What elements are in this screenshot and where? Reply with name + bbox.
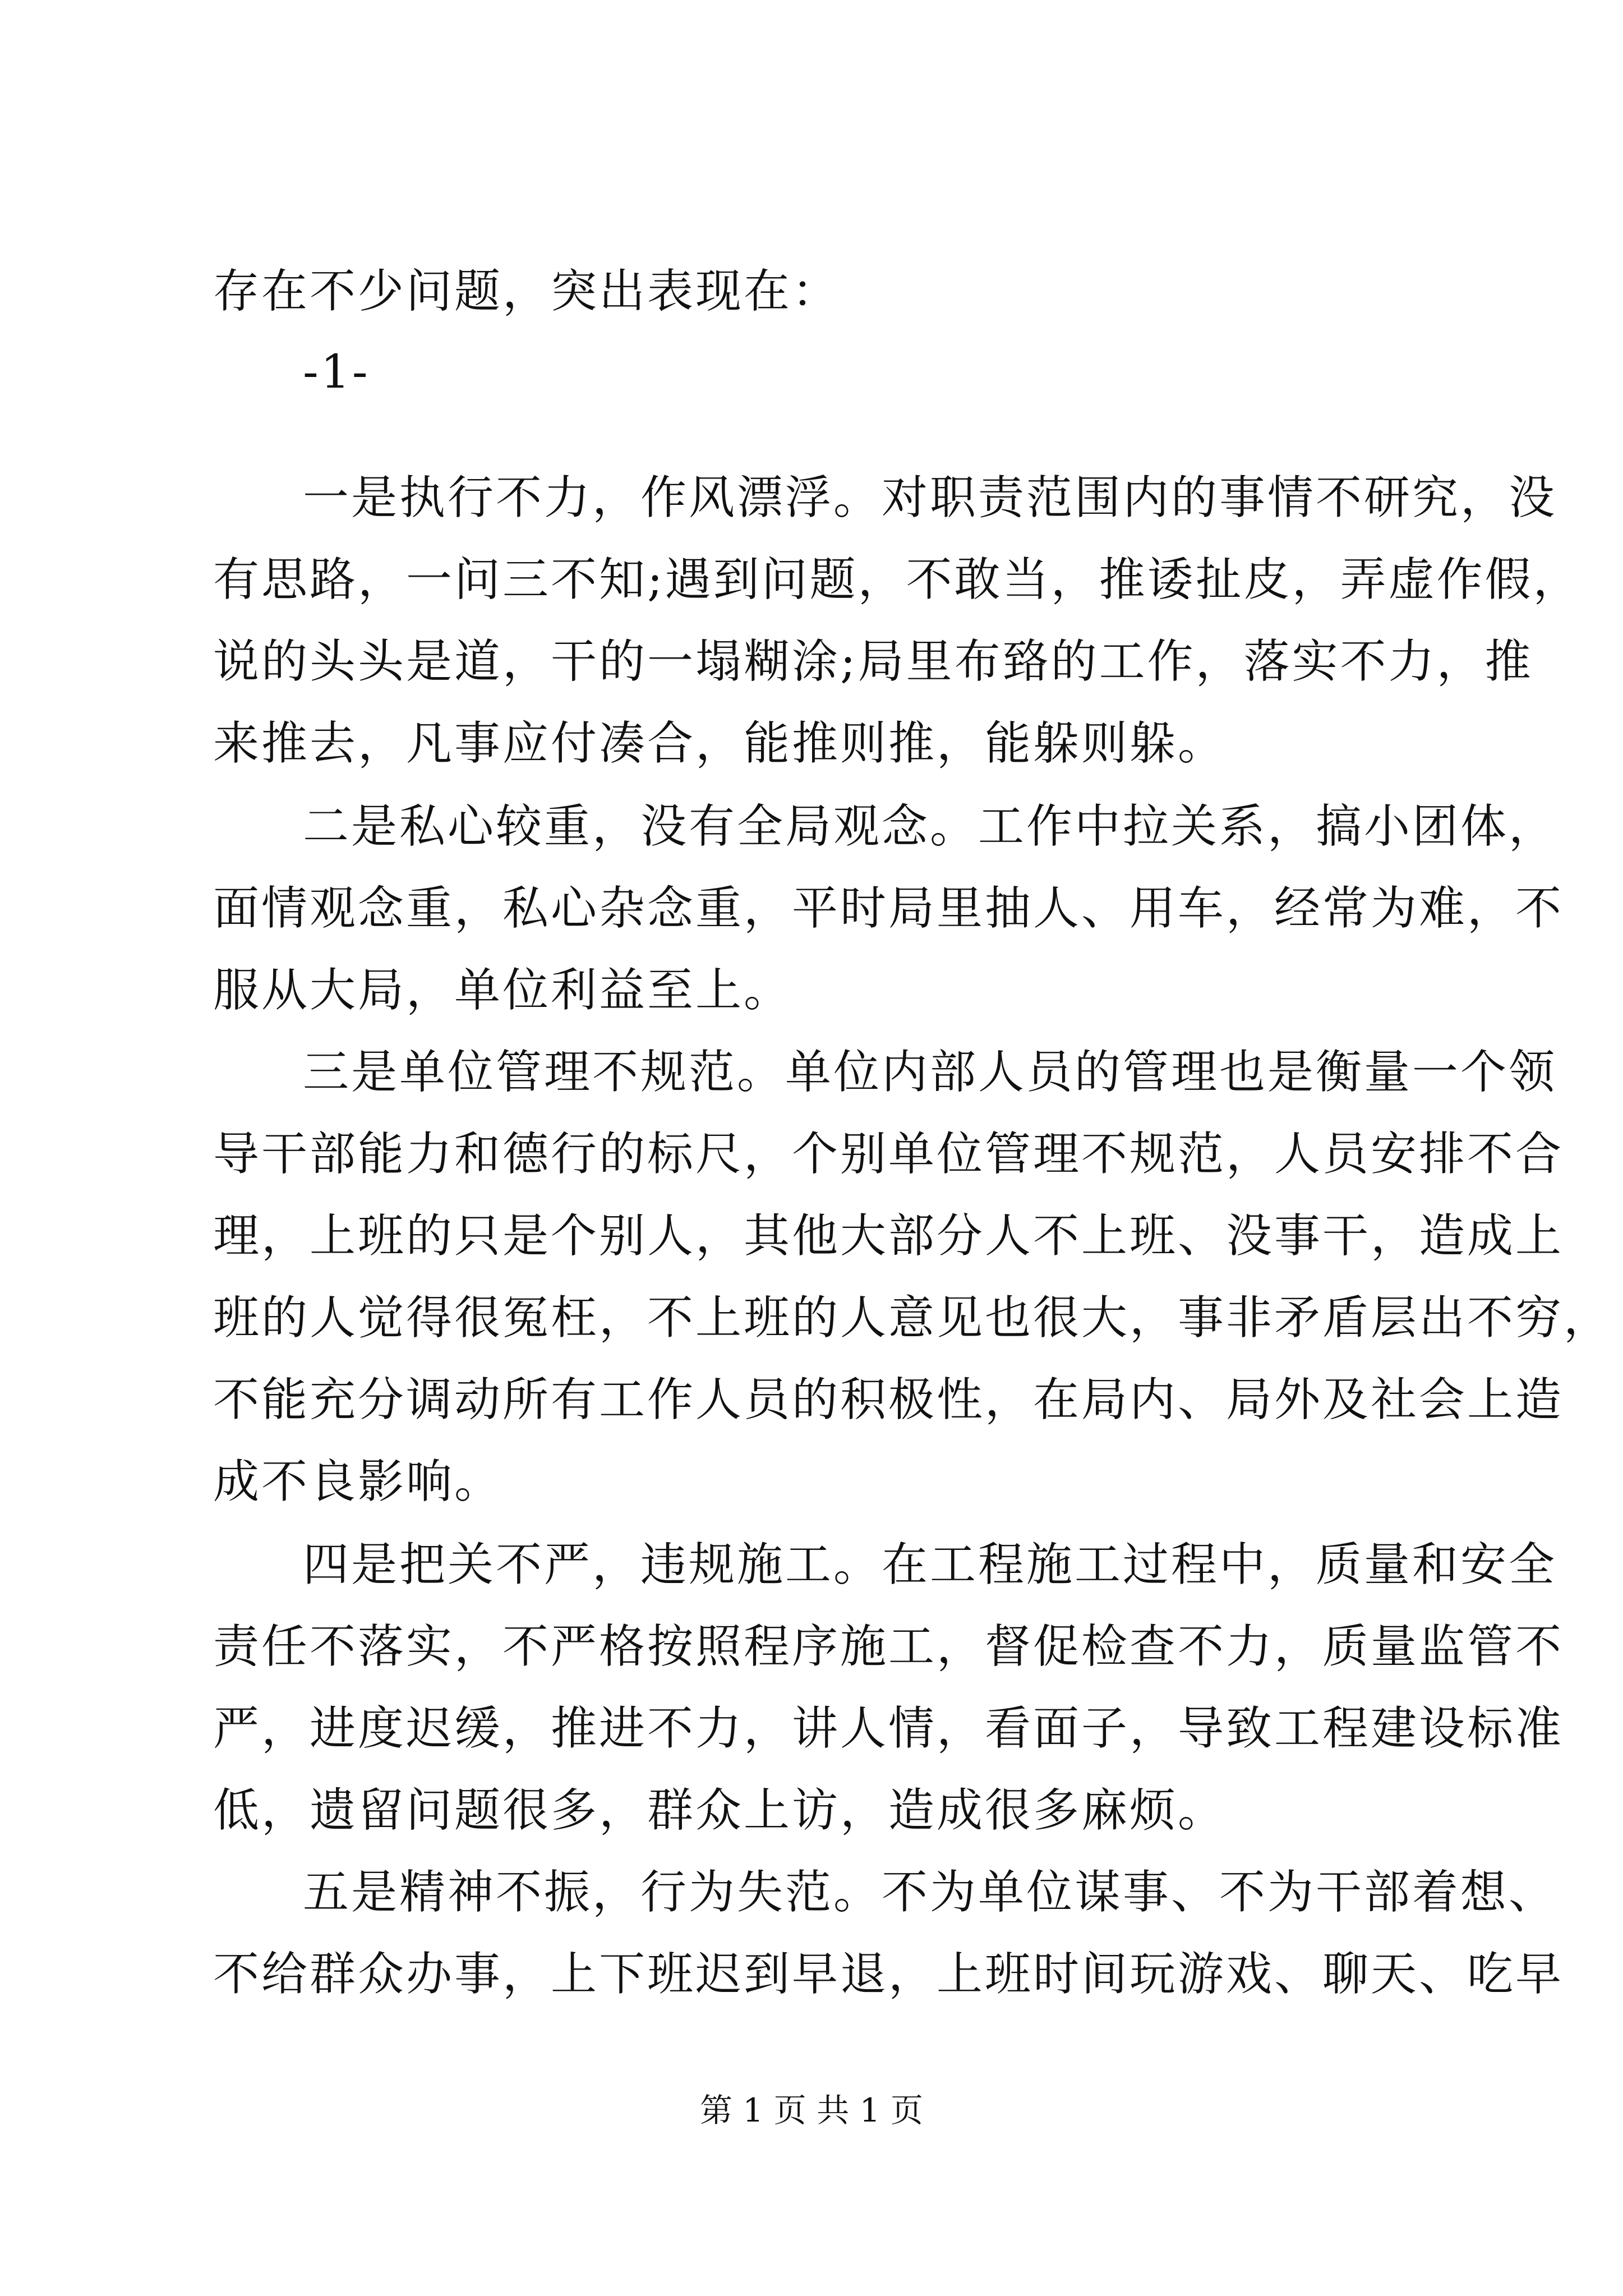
- text-line: 二是私心较重，没有全局观念。工作中拉关系，搞小团体，: [303, 800, 1557, 853]
- text-line: 存在不少问题，突出表现在：: [213, 265, 841, 318]
- text-line: 严，进度迟缓，推进不力，讲人情，看面子，导致工程建设标准: [213, 1702, 1564, 1755]
- page-footer: 第 1 页 共 1 页: [700, 2091, 923, 2129]
- text-line: 不给群众办事，上下班迟到早退，上班时间玩游戏、聊天、吃早: [213, 1948, 1564, 2001]
- text-line: 面情观念重，私心杂念重，平时局里抽人、用车，经常为难，不: [213, 882, 1564, 935]
- text-line: 服从大局，单位利益至上。: [213, 964, 792, 1017]
- text-line: 成不良影响。: [213, 1455, 503, 1508]
- text-line: 不能充分调动所有工作人员的积极性，在局内、局外及社会上造: [213, 1373, 1564, 1427]
- text-line: 理，上班的只是个别人，其他大部分人不上班、没事干，造成上: [213, 1209, 1564, 1263]
- text-line: 班的人觉得很冤枉，不上班的人意见也很大，事非矛盾层出不穷，: [213, 1291, 1612, 1345]
- text-line: 一是执行不力，作风漂浮。对职责范围内的事情不研究，没: [303, 471, 1557, 524]
- text-line: 五是精神不振，行为失范。不为单位谋事、不为干部着想、: [303, 1866, 1557, 1919]
- page-number-marker: -1-: [303, 346, 370, 399]
- text-line: 有思路，一问三不知;遇到问题，不敢当，推诿扯皮，弄虚作假，: [213, 553, 1581, 606]
- text-line: 导干部能力和德行的标尺，个别单位管理不规范，人员安排不合: [213, 1128, 1564, 1181]
- text-line: 四是把关不严，违规施工。在工程施工过程中，质量和安全: [303, 1538, 1557, 1591]
- text-line: 责任不落实，不严格按照程序施工，督促检查不力，质量监管不: [213, 1620, 1564, 1673]
- text-line: 说的头头是道，干的一塌糊涂;局里布臵的工作，落实不力，推: [213, 635, 1533, 688]
- text-line: 三是单位管理不规范。单位内部人员的管理也是衡量一个领: [303, 1046, 1557, 1099]
- text-line: 低，遗留问题很多，群众上访，造成很多麻烦。: [213, 1784, 1227, 1837]
- text-line: 来推去，凡事应付凑合，能推则推，能躲则躲。: [213, 717, 1227, 770]
